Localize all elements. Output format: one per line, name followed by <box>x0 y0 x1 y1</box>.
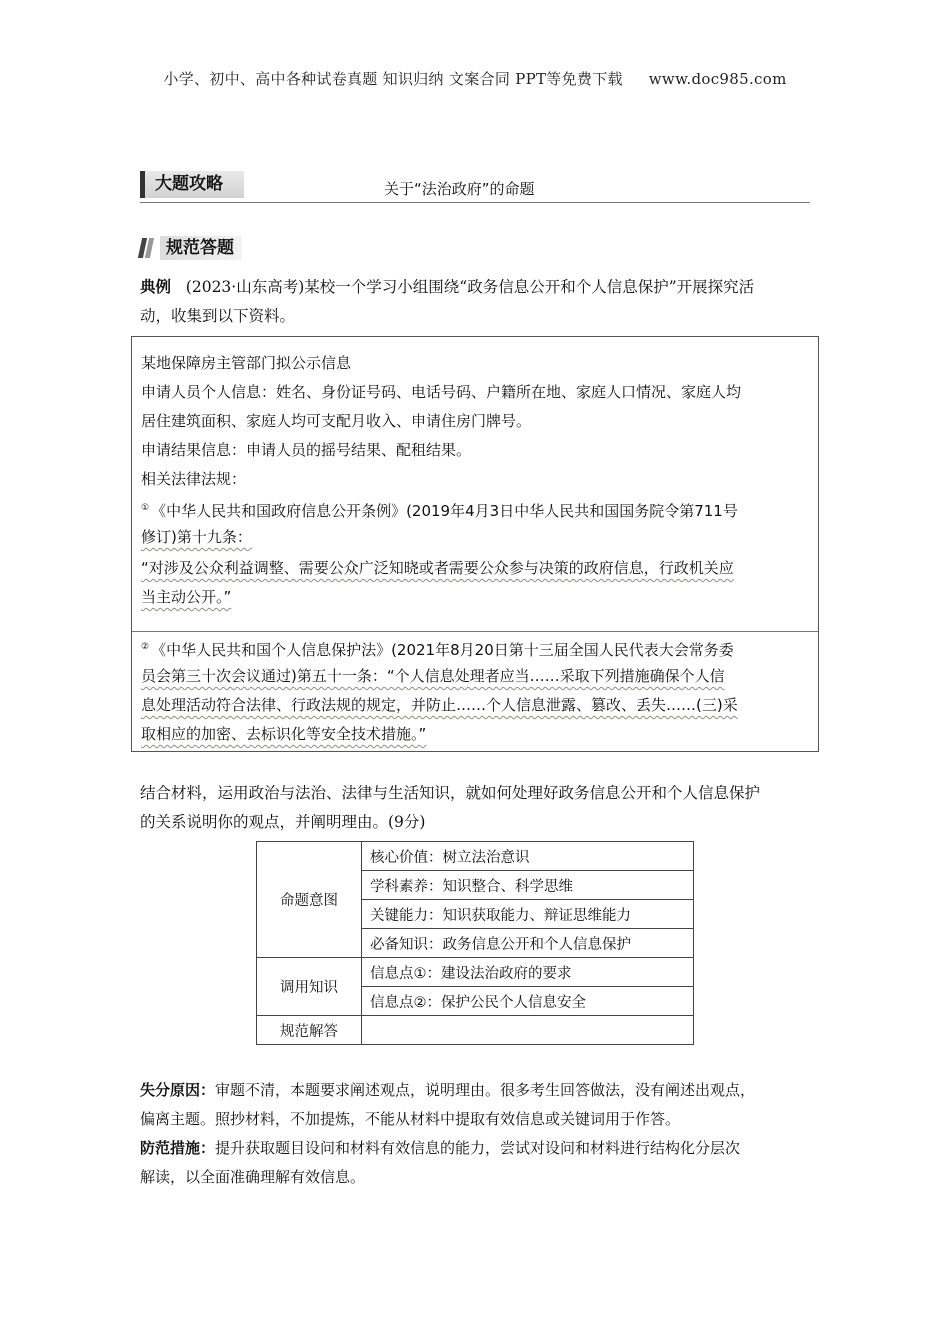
footnote-ref-1: ① <box>141 503 150 513</box>
material-line-3: 居住建筑面积、家庭人均可支配月收入、申请住房门牌号。 <box>141 412 532 430</box>
material-line-9 <box>141 583 811 612</box>
material-line-1: 某地保障房主管部门拟公示信息 <box>141 354 352 372</box>
prevent-line-1: 提升获取题目设问和材料有效信息的能力，尝试对设问和材料进行结构化分层次 <box>215 1139 741 1157</box>
material-line-8-text: “对涉及公众利益调整、需要公众广泛知晓或者需要公众参与决策的政府信息，行政机关应 <box>141 559 734 577</box>
fail-line-1: 审题不清，本题要求阐述观点，说明理由。很多考生回答做法，没有阐述出观点， <box>215 1081 756 1099</box>
material-line-13-text: 取相应的加密、去标识化等安全技术措施。” <box>141 725 427 743</box>
section-bar <box>140 170 810 203</box>
material-box <box>131 336 819 752</box>
material-line-11-text: 员会第三十次会议通过)第五十一条：“个人信息处理者应当……采取下列措施确保个人信 <box>141 667 725 685</box>
heading-marks-icon <box>140 238 154 258</box>
page-header <box>0 68 950 89</box>
prevention-paragraph <box>140 1134 812 1192</box>
table-answer-cell <box>362 1016 694 1045</box>
material-line-8 <box>141 554 811 583</box>
analysis-table <box>256 841 694 1045</box>
material-line-9-text: 当主动公开。” <box>141 588 232 606</box>
prevent-label: 防范措施： <box>140 1139 216 1157</box>
material-line-7-text: 修订)第十九条： <box>141 528 252 546</box>
material-line-13 <box>141 720 811 749</box>
question-line-1: 结合材料，运用政治与法治、法律与生活知识，就如何处理好政务信息公开和个人信息保护 <box>140 784 761 802</box>
question-paragraph <box>140 779 812 837</box>
header-url[interactable]: www.doc985.com <box>648 70 787 88</box>
material-line-12 <box>141 691 811 720</box>
material-line-6 <box>141 494 811 526</box>
material-line-5: 相关法律法规： <box>141 470 247 488</box>
section-title: 关于“法治政府”的命题 <box>384 180 535 198</box>
table-row <box>257 958 694 987</box>
footnote-ref-2: ② <box>141 642 150 652</box>
table-cell: 必备知识：政务信息公开和个人信息保护 <box>362 929 694 958</box>
material-line-7 <box>141 523 811 552</box>
table-category-answer: 规范解答 <box>257 1016 362 1045</box>
prevent-line-2: 解读，以全面准确理解有效信息。 <box>140 1168 366 1186</box>
material-line-6-text: 《中华人民共和国政府信息公开条例》(2019年4月3日中华人民共和国国务院令第711号 <box>151 502 738 520</box>
material-line-11 <box>141 662 811 691</box>
material-line-4: 申请结果信息：申请人员的摇号结果、配租结果。 <box>141 441 472 459</box>
table-category-knowledge: 调用知识 <box>257 958 362 1016</box>
table-cell: 信息点②：保护公民个人信息安全 <box>362 987 694 1016</box>
table-row <box>257 842 694 871</box>
example-line-2: 动，收集到以下资料。 <box>140 307 296 325</box>
example-label: 典例 <box>140 278 172 296</box>
section-tag: 大题攻略 <box>140 171 244 198</box>
sub-heading <box>140 236 242 260</box>
material-line-2: 申请人员个人信息：姓名、身份证号码、电话号码、户籍所在地、家庭人口情况、家庭人均 <box>141 383 742 401</box>
sub-heading-label: 规范答题 <box>160 236 242 260</box>
fail-line-2: 偏离主题。照抄材料，不加提炼，不能从材料中提取有效信息或关键词用于作答。 <box>140 1110 681 1128</box>
example-line-1: (2023·山东高考)某校一个学习小组围绕“政务信息公开和个人信息保护”开展探究活 <box>185 278 755 296</box>
material-line-12-text: 息处理活动符合法律、行政法规的规定，并防止……个人信息泄露、篡改、丢失……(三)采 <box>141 696 738 714</box>
material-line-10-text: 《中华人民共和国个人信息保护法》(2021年8月20日第十三届全国人民代表大会常务委 <box>151 641 734 659</box>
fail-label: 失分原因： <box>140 1081 216 1099</box>
table-row <box>257 1016 694 1045</box>
material-divider <box>132 631 818 632</box>
example-paragraph <box>140 273 812 331</box>
header-text: 小学、初中、高中各种试卷真题 知识归纳 文案合同 PPT等免费下载 <box>163 70 623 88</box>
table-category-intent: 命题意图 <box>257 842 362 958</box>
table-cell: 关键能力：知识获取能力、辩证思维能力 <box>362 900 694 929</box>
table-cell: 学科素养：知识整合、科学思维 <box>362 871 694 900</box>
table-cell: 核心价值：树立法治意识 <box>362 842 694 871</box>
fail-reason-paragraph <box>140 1076 812 1134</box>
question-line-2: 的关系说明你的观点，并阐明理由。(9分) <box>140 813 426 831</box>
table-cell: 信息点①：建设法治政府的要求 <box>362 958 694 987</box>
material-line-10 <box>141 633 811 665</box>
